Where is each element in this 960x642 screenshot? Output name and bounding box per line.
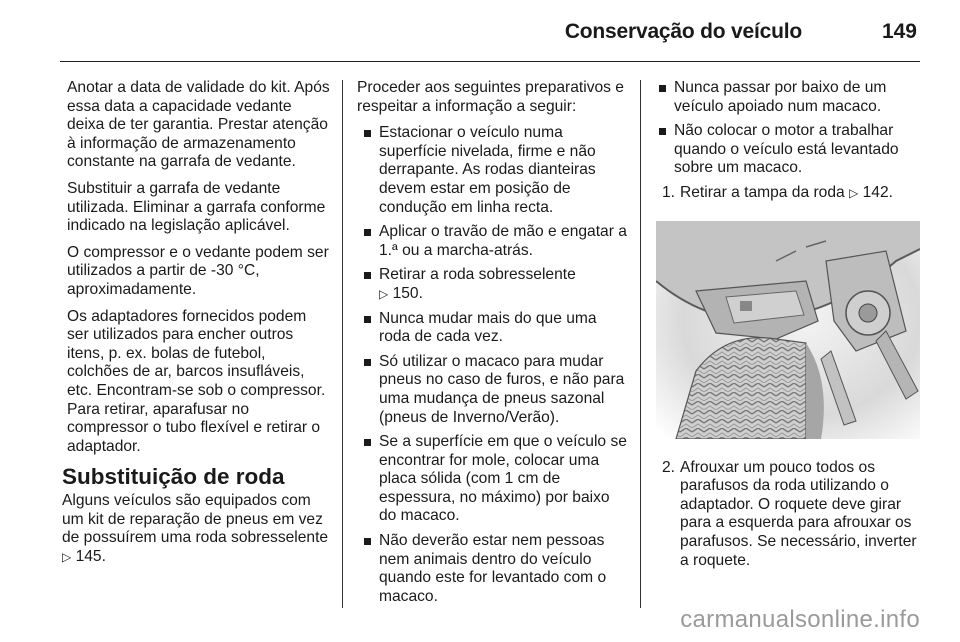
list-item: Estacionar o veículo numa superfície nivelada, firme e não derrapante. As rodas dianteiras devem estar em posição de condução em linha recta. bbox=[361, 124, 629, 217]
paragraph-repair-kit-text: Alguns veículos são equipados com um kit de reparação de pneus em vez de possuírem uma roda sobresselente bbox=[62, 492, 329, 547]
warning-list bbox=[656, 79, 924, 178]
column-left bbox=[62, 79, 330, 575]
steps-list bbox=[656, 459, 924, 571]
paragraph-adapters: Os adaptadores fornecidos podem ser utilizados para encher outros itens, p. ex. bolas de futebol, colchões de ar, barcos insufláveis, etc. Encontram-se sob o compressor. Para retirar, aparafusar no compressor o tubo flexível e retirar o adaptador. bbox=[67, 307, 326, 455]
list-item bbox=[361, 266, 629, 303]
paragraph-intro: Proceder aos seguintes preparativos e respeitar a informação a seguir: bbox=[357, 79, 624, 115]
page-reference[interactable]: 150. bbox=[392, 284, 423, 302]
list-item: Só utilizar o macaco para mudar pneus no caso de furos, e não para uma mudança de pneus sazonal (pneus de Inverno/Verão). bbox=[361, 353, 629, 427]
column-right bbox=[656, 79, 924, 576]
page-reference-arrow-icon[interactable]: ▷ bbox=[62, 550, 72, 565]
list-item: Nunca passar por baixo de um veículo apoiado num macaco. bbox=[656, 79, 924, 116]
list-item-text: Retirar a roda sobresselente bbox=[379, 266, 576, 284]
header-title: Conservação do veículo bbox=[564, 20, 802, 43]
paragraph-temperature: O compressor e o vedante podem ser utilizados a partir de -30 °C, aproximadamente. bbox=[67, 243, 329, 298]
column-middle bbox=[357, 79, 629, 612]
paragraph-replace-bottle: Substituir a garrafa de vedante utilizada. Eliminar a garrafa conforme indicado na legislação aplicável. bbox=[67, 179, 326, 235]
step-number: 2. bbox=[662, 458, 676, 476]
step-item bbox=[656, 459, 924, 571]
page-reference[interactable]: 142. bbox=[862, 183, 893, 201]
step-text: Afrouxar um pouco todos os parafusos da roda utilizando o adaptador. O roquete deve girar para a esquerda para afrouxar os parafusos. Se necessário, inverter a roquete. bbox=[680, 458, 917, 569]
wheel-illustration bbox=[656, 221, 920, 439]
page-number: 149 bbox=[881, 20, 917, 43]
step-text: Retirar a tampa da roda bbox=[680, 183, 845, 201]
header-rule bbox=[60, 61, 920, 62]
step-item bbox=[656, 184, 924, 203]
list-item: Não deverão estar nem pessoas nem animais dentro do veículo quando este for levantado com o macaco. bbox=[361, 532, 629, 606]
page-reference-arrow-icon[interactable]: ▷ bbox=[849, 185, 859, 200]
page-reference[interactable]: 145. bbox=[75, 548, 106, 566]
paragraph-repair-kit bbox=[62, 492, 330, 566]
list-item: Se a superfície em que o veículo se encontrar for mole, colocar uma placa sólida (com 1 cm de espessura, no máximo) por baixo do macaco. bbox=[361, 433, 629, 526]
steps-list bbox=[656, 184, 924, 203]
preparation-list bbox=[357, 124, 629, 606]
paragraph-validity: Anotar a data de validade do kit. Após essa data a capacidade vedante deixa de ter garantia. Prestar atenção à informação de armazenamento constante na garrafa de vedante. bbox=[67, 79, 330, 171]
list-item: Nunca mudar mais do que uma roda de cada vez. bbox=[361, 310, 629, 347]
section-heading: Substituição de roda bbox=[62, 464, 285, 490]
watermark-text: carmanualsonline.info bbox=[680, 606, 920, 633]
column-divider bbox=[640, 80, 641, 608]
column-divider bbox=[342, 80, 343, 608]
list-item: Não colocar o motor a trabalhar quando o veículo está levantado sobre um macaco. bbox=[656, 122, 924, 178]
wheel-illustration-svg bbox=[656, 221, 920, 439]
page-reference-arrow-icon[interactable]: ▷ bbox=[379, 286, 389, 301]
list-item: Aplicar o travão de mão e engatar a 1.ª ou a marcha-atrás. bbox=[361, 223, 629, 260]
step-number: 1. bbox=[662, 183, 676, 201]
